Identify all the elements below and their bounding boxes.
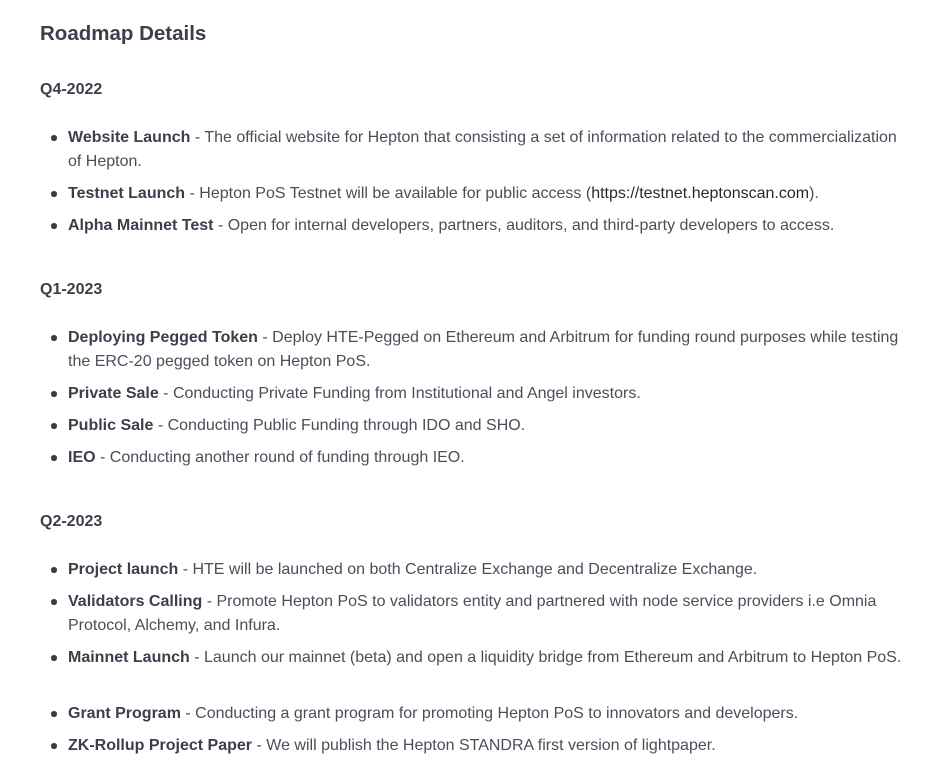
testnet-link[interactable]: https://testnet.heptonscan.com [591,185,810,202]
item-title: IEO [68,449,96,466]
list-item [68,446,902,470]
item-text: - Promote Hepton PoS to validators entity and partnered with node service providers i.e Omnia Protocol, Alchemy, and Infura. [68,593,877,634]
item-text: - The official website for Hepton that consisting a set of information related to the commercialization of Hepton. [68,129,897,170]
item-text: - HTE will be launched on both Centralize Exchange and Decentralize Exchange. [178,561,758,578]
item-title: Project launch [68,561,179,578]
item-title: Private Sale [68,385,159,402]
list-item [68,414,902,438]
list-item [68,214,902,238]
item-title: Deploying Pegged Token [68,329,258,346]
item-text: - Open for internal developers, partners, auditors, and third-party developers to access. [213,217,835,234]
item-text: - Conducting another round of funding through IEO. [95,449,465,466]
section-heading-q1-2023: Q1-2023 [40,281,103,298]
item-text: - Conducting a grant program for promoting Hepton PoS to innovators and developers. [180,705,799,722]
item-text: - Conducting Public Funding through IDO and SHO. [153,417,526,434]
item-title: Mainnet Launch [68,649,190,666]
item-title: Alpha Mainnet Test [68,217,214,234]
list-item [68,558,902,582]
item-title: Website Launch [68,129,191,146]
item-title: Testnet Launch [68,185,186,202]
item-text: - Launch our mainnet (beta) and open a liquidity bridge from Ethereum and Arbitrum to Hepton PoS. [189,649,902,666]
list-item [68,702,902,726]
list-item [68,182,902,206]
list-item [68,734,902,758]
item-text: - Hepton PoS Testnet will be available for public access ( [185,185,592,202]
item-text: - We will publish the Hepton STANDRA first version of lightpaper. [252,737,716,754]
item-title: Validators Calling [68,593,203,610]
section-heading-q4-2022: Q4-2022 [40,81,103,98]
list-item [68,590,902,638]
item-title: Grant Program [68,705,181,722]
list-item [68,326,902,374]
item-title: Public Sale [68,417,154,434]
page-title: Roadmap Details [40,22,207,45]
list-item [68,382,902,406]
item-title: ZK-Rollup Project Paper [68,737,253,754]
item-text-suffix: ). [809,185,819,202]
section-heading-q2-2023: Q2-2023 [40,513,103,530]
item-text: - Deploy HTE-Pegged on Ethereum and Arbitrum for funding round purposes while testing the ERC-20 pegged token on Hepton PoS. [68,329,899,370]
list-item [68,126,902,174]
list-item [68,646,902,670]
item-text: - Conducting Private Funding from Institutional and Angel investors. [158,385,641,402]
